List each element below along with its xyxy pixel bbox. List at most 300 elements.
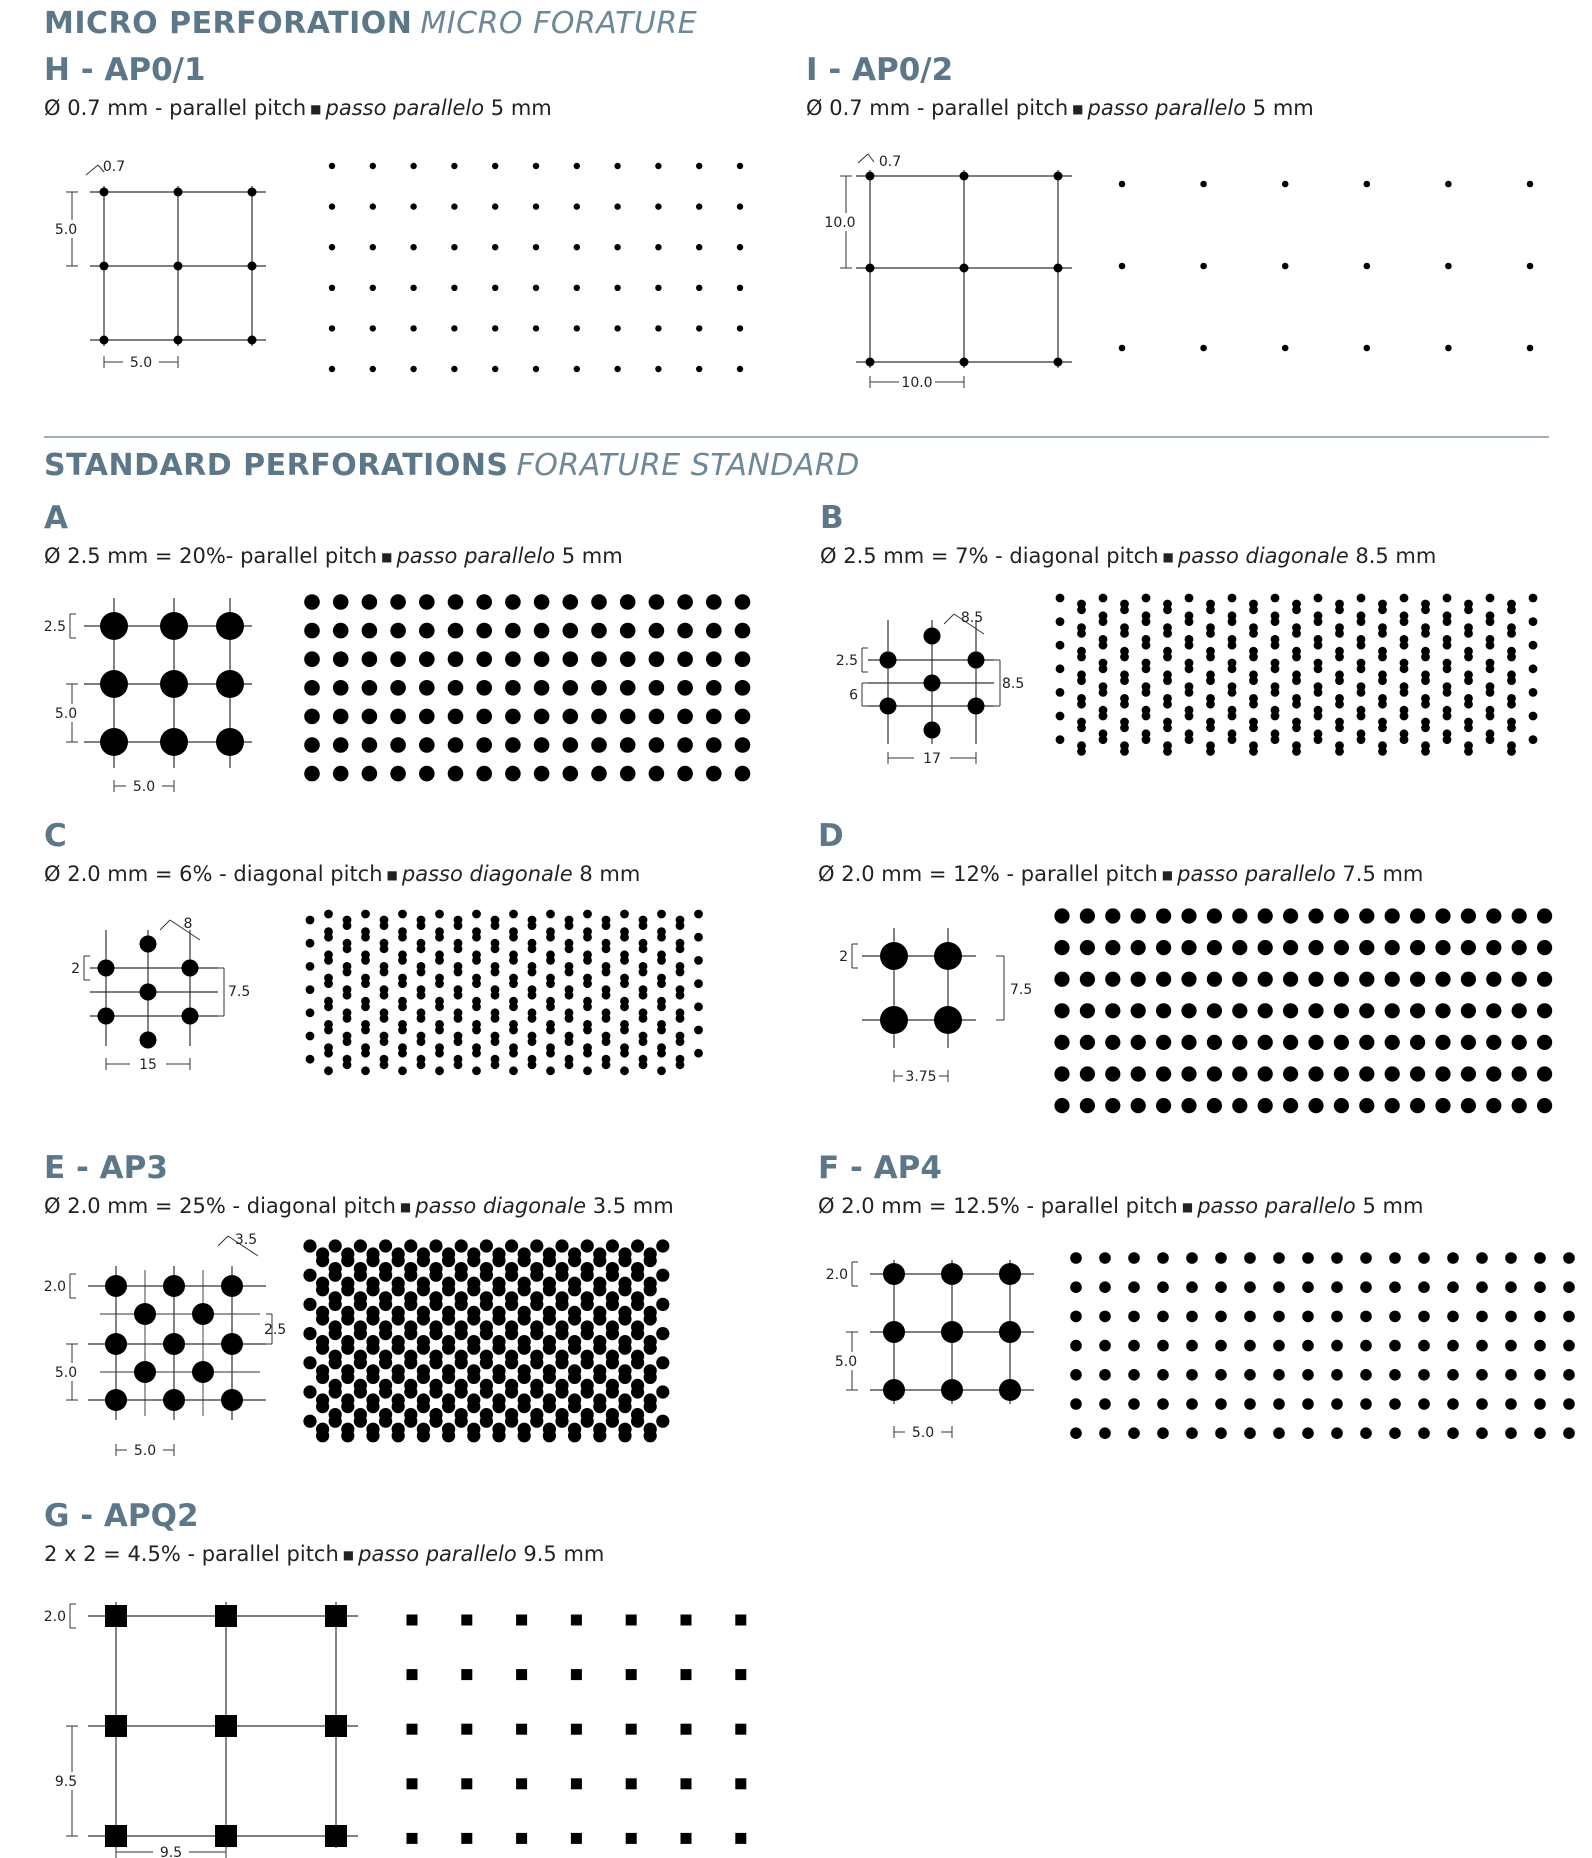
- hole: [696, 244, 702, 250]
- desc-italian: passo parallelo: [396, 544, 556, 568]
- desc-main: Ø 2.5 mm = 7% - diagonal pitch: [820, 544, 1159, 568]
- hole: [1207, 1035, 1222, 1050]
- hole: [1271, 659, 1280, 668]
- hole: [1273, 1340, 1285, 1352]
- hole: [407, 1778, 418, 1789]
- section-title-en: STANDARD PERFORATIONS: [44, 448, 509, 483]
- hole: [677, 594, 693, 610]
- hole: [454, 944, 463, 953]
- hole: [343, 1060, 352, 1069]
- hole: [1128, 1281, 1140, 1293]
- desc-italian: passo diagonale: [1177, 544, 1349, 568]
- hole: [1507, 600, 1516, 609]
- hole: [737, 285, 743, 291]
- hole: [1534, 1427, 1546, 1439]
- hole: [491, 921, 500, 930]
- hole: [1077, 670, 1086, 679]
- hole: [626, 1615, 637, 1626]
- hole: [1156, 1003, 1171, 1018]
- hole: [1334, 908, 1349, 923]
- hole: [571, 1615, 582, 1626]
- hole: [1464, 600, 1473, 609]
- hole: [1080, 972, 1095, 987]
- hole: [174, 336, 183, 345]
- hole: [1215, 1340, 1227, 1352]
- grid-line: [944, 614, 954, 624]
- hole: [1359, 1098, 1374, 1113]
- hole: [1445, 345, 1452, 352]
- swatch-h: [329, 163, 743, 372]
- hole: [696, 325, 702, 331]
- hole: [1410, 972, 1425, 987]
- hole: [1099, 1252, 1111, 1264]
- hole: [1527, 345, 1534, 352]
- hole: [737, 366, 743, 372]
- hole: [644, 1393, 657, 1406]
- hole: [1186, 1311, 1198, 1323]
- hole: [1181, 1003, 1196, 1018]
- hole: [583, 1049, 592, 1058]
- hole: [442, 1306, 455, 1319]
- hole: [448, 709, 464, 725]
- desc-main: Ø 2.0 mm = 12.5% - parallel pitch: [818, 1194, 1178, 1218]
- hole: [681, 1833, 692, 1844]
- hole: [614, 366, 620, 372]
- hole: [568, 1335, 581, 1348]
- dimension-label: 8: [183, 916, 193, 932]
- hole: [451, 325, 457, 331]
- hole: [354, 1291, 367, 1304]
- hole: [631, 1262, 644, 1275]
- hole: [516, 1778, 527, 1789]
- hole: [417, 1393, 430, 1406]
- hole: [329, 163, 335, 169]
- hole: [442, 1423, 455, 1436]
- hole: [657, 1026, 666, 1035]
- hole: [505, 1379, 518, 1392]
- diagram-b: [836, 610, 1025, 767]
- hole: [568, 1423, 581, 1436]
- hole: [528, 991, 537, 1000]
- hole: [644, 1423, 657, 1436]
- hole: [329, 244, 335, 250]
- desc-main: Ø 2.5 mm = 20%- parallel pitch: [44, 544, 378, 568]
- hole: [626, 1669, 637, 1680]
- hole: [316, 1277, 329, 1290]
- hole: [543, 1277, 556, 1290]
- hole: [1207, 908, 1222, 923]
- hole: [343, 944, 352, 953]
- hole: [1258, 1098, 1273, 1113]
- hole: [706, 651, 722, 667]
- hole: [455, 1262, 468, 1275]
- hole: [614, 325, 620, 331]
- dimension-label: 0.7: [878, 154, 902, 170]
- hole: [455, 1408, 468, 1421]
- hole: [354, 1350, 367, 1363]
- section-title-en: MICRO PERFORATION: [44, 6, 413, 41]
- hole: [451, 244, 457, 250]
- hole: [563, 680, 579, 696]
- hole: [574, 203, 580, 209]
- hole: [1360, 1281, 1372, 1293]
- diagram-a: [44, 598, 252, 795]
- hole: [361, 910, 370, 919]
- hole: [1389, 1398, 1401, 1410]
- hole: [509, 1026, 518, 1035]
- hole: [1105, 940, 1120, 955]
- hole: [509, 910, 518, 919]
- hole: [429, 1320, 442, 1333]
- hole: [461, 1833, 472, 1844]
- hole: [1302, 1281, 1314, 1293]
- hole: [1529, 617, 1538, 626]
- hole: [451, 285, 457, 291]
- hole: [429, 1379, 442, 1392]
- hole: [639, 991, 648, 1000]
- hole: [370, 366, 376, 372]
- hole: [1421, 600, 1430, 609]
- hole: [583, 910, 592, 919]
- dimension-label: 2.5: [264, 1322, 287, 1338]
- hole: [924, 722, 941, 739]
- hole: [546, 1066, 555, 1075]
- hole: [419, 737, 435, 753]
- hole: [455, 1350, 468, 1363]
- hole: [1070, 1281, 1082, 1293]
- hole: [1120, 718, 1129, 727]
- hole: [606, 1379, 619, 1392]
- hole: [1077, 741, 1086, 750]
- hole: [631, 1291, 644, 1304]
- hole: [649, 651, 665, 667]
- hole: [476, 623, 492, 639]
- hole: [509, 979, 518, 988]
- hole: [681, 1669, 692, 1680]
- hole: [1128, 1311, 1140, 1323]
- dimension-label: 2.0: [825, 1267, 848, 1283]
- hole: [1486, 729, 1495, 738]
- hole: [390, 651, 406, 667]
- hole: [417, 968, 426, 977]
- hole: [435, 1026, 444, 1035]
- hole: [410, 163, 416, 169]
- desc-value: 8 mm: [579, 862, 641, 886]
- hole: [1400, 635, 1409, 644]
- hole: [606, 1350, 619, 1363]
- hole: [366, 1306, 379, 1319]
- hole: [1357, 706, 1366, 715]
- hole: [1410, 908, 1425, 923]
- hole: [1334, 940, 1349, 955]
- hole: [1360, 1398, 1372, 1410]
- hole: [602, 921, 611, 930]
- hole: [1232, 908, 1247, 923]
- hole: [568, 1364, 581, 1377]
- hole: [880, 1006, 908, 1034]
- hole: [735, 1833, 746, 1844]
- hole: [1537, 908, 1552, 923]
- hole: [1563, 1398, 1575, 1410]
- hole: [620, 933, 629, 942]
- hole: [534, 651, 550, 667]
- hole: [1070, 1427, 1082, 1439]
- hole: [1334, 1003, 1349, 1018]
- hole: [530, 1239, 543, 1252]
- hole: [1292, 647, 1301, 656]
- hole: [1163, 694, 1172, 703]
- hole: [1099, 611, 1108, 620]
- dimension-label: 3.75: [905, 1069, 937, 1085]
- hole: [1421, 718, 1430, 727]
- hole: [677, 737, 693, 753]
- hole: [1249, 647, 1258, 656]
- hole: [1271, 594, 1280, 603]
- hole: [694, 910, 703, 919]
- hole: [563, 766, 579, 782]
- hole: [1385, 972, 1400, 987]
- hole: [530, 1408, 543, 1421]
- desc-italian: passo parallelo: [358, 1542, 517, 1566]
- hole: [492, 325, 498, 331]
- hole: [480, 1379, 493, 1392]
- bullet-icon: ■: [1181, 1200, 1194, 1214]
- hole: [1120, 694, 1129, 703]
- hole: [1461, 972, 1476, 987]
- hole: [1244, 1252, 1256, 1264]
- hole: [419, 709, 435, 725]
- hole: [1476, 1252, 1488, 1264]
- hole: [467, 1247, 480, 1260]
- hole: [303, 1327, 316, 1340]
- hole: [620, 956, 629, 965]
- hole: [380, 921, 389, 930]
- hole: [480, 1350, 493, 1363]
- hole: [1228, 594, 1237, 603]
- hole: [533, 244, 539, 250]
- hole: [505, 1291, 518, 1304]
- hole: [1200, 181, 1207, 188]
- hole: [419, 623, 435, 639]
- hole: [1335, 600, 1344, 609]
- hole: [306, 939, 315, 948]
- hole: [543, 1423, 556, 1436]
- hole: [941, 1321, 963, 1343]
- hole: [509, 933, 518, 942]
- hole: [1232, 1066, 1247, 1081]
- hole: [677, 680, 693, 696]
- hole: [1206, 718, 1215, 727]
- hole: [1359, 1003, 1374, 1018]
- hole: [1464, 623, 1473, 632]
- hole: [492, 1423, 505, 1436]
- hole: [1563, 1281, 1575, 1293]
- desc-value: 5 mm: [1252, 96, 1314, 120]
- hole: [451, 203, 457, 209]
- hole: [1314, 635, 1323, 644]
- hole: [1056, 712, 1065, 721]
- hole: [1529, 641, 1538, 650]
- hole: [1486, 940, 1501, 955]
- hole: [649, 680, 665, 696]
- hole: [491, 968, 500, 977]
- hole: [333, 651, 349, 667]
- hole: [1486, 635, 1495, 644]
- hole: [1331, 1340, 1343, 1352]
- hole: [343, 921, 352, 930]
- hole: [1157, 1398, 1169, 1410]
- hole: [329, 1408, 342, 1421]
- hole: [1505, 1369, 1517, 1381]
- hole: [1486, 594, 1495, 603]
- hole: [649, 737, 665, 753]
- hole: [934, 1006, 962, 1034]
- hole: [1292, 741, 1301, 750]
- hole: [574, 285, 580, 291]
- hole: [333, 737, 349, 753]
- hole: [480, 1262, 493, 1275]
- pattern-name: G - APQ2: [44, 1498, 199, 1534]
- hole: [505, 1408, 518, 1421]
- hole: [392, 1247, 405, 1260]
- hole: [533, 325, 539, 331]
- hole: [390, 680, 406, 696]
- hole: [1206, 600, 1215, 609]
- hole: [366, 1423, 379, 1436]
- hole: [591, 766, 607, 782]
- hole: [333, 766, 349, 782]
- hole: [1335, 647, 1344, 656]
- hole: [1215, 1369, 1227, 1381]
- dimension-label: 0.7: [102, 159, 126, 175]
- hole: [480, 1291, 493, 1304]
- hole: [1258, 940, 1273, 955]
- hole: [362, 766, 378, 782]
- hole: [606, 1239, 619, 1252]
- hole: [1119, 263, 1126, 270]
- hole: [593, 1335, 606, 1348]
- hole: [404, 1320, 417, 1333]
- hole: [1207, 1003, 1222, 1018]
- pattern-name: F - AP4: [818, 1150, 942, 1186]
- hole: [1443, 659, 1452, 668]
- hole: [1056, 641, 1065, 650]
- hole: [620, 1066, 629, 1075]
- hole: [546, 1049, 555, 1058]
- hole: [105, 1275, 127, 1297]
- hole: [1206, 623, 1215, 632]
- hole: [1410, 940, 1425, 955]
- hole: [379, 1320, 392, 1333]
- dimension-label: 7.5: [1010, 982, 1033, 998]
- hole: [380, 991, 389, 1000]
- bullet-icon: ■: [386, 868, 398, 882]
- hole: [472, 979, 481, 988]
- hole: [606, 1262, 619, 1275]
- hole: [968, 652, 985, 669]
- hole: [303, 1298, 316, 1311]
- hole: [1105, 908, 1120, 923]
- hole: [657, 979, 666, 988]
- hole: [676, 944, 685, 953]
- hole: [361, 1066, 370, 1075]
- dimension-label: 5.0: [834, 1354, 858, 1370]
- hole: [1080, 1098, 1095, 1113]
- hole: [370, 325, 376, 331]
- hole: [1435, 908, 1450, 923]
- desc-value: 5 mm: [561, 544, 623, 568]
- hole: [1400, 729, 1409, 738]
- hole: [1080, 940, 1095, 955]
- hole: [100, 336, 109, 345]
- hole: [407, 1615, 418, 1626]
- hole: [392, 1393, 405, 1406]
- hole: [1273, 1427, 1285, 1439]
- hole: [676, 991, 685, 1000]
- hole: [392, 1277, 405, 1290]
- hole: [735, 737, 751, 753]
- hole: [1486, 1098, 1501, 1113]
- hole: [442, 1393, 455, 1406]
- hole: [656, 1239, 669, 1252]
- bullet-icon: ■: [1162, 550, 1174, 564]
- hole: [1186, 1281, 1198, 1293]
- hole: [1271, 729, 1280, 738]
- hole: [1447, 1252, 1459, 1264]
- desc-italian: passo diagonale: [415, 1194, 586, 1218]
- hole: [341, 1306, 354, 1319]
- hole: [354, 1239, 367, 1252]
- hole: [491, 1060, 500, 1069]
- hole: [325, 1825, 347, 1847]
- hole: [417, 921, 426, 930]
- hole: [602, 991, 611, 1000]
- hole: [417, 991, 426, 1000]
- hole: [1120, 600, 1129, 609]
- hole: [565, 1060, 574, 1069]
- grid-line: [868, 154, 874, 162]
- hole: [574, 366, 580, 372]
- hole: [324, 956, 333, 965]
- hole: [591, 737, 607, 753]
- hole: [735, 1778, 746, 1789]
- hole: [583, 933, 592, 942]
- hole: [656, 1415, 669, 1428]
- dimension-label: 2.0: [43, 1279, 66, 1295]
- hole: [706, 766, 722, 782]
- dimension-label: 5.0: [132, 779, 156, 795]
- hole: [649, 709, 665, 725]
- hole: [461, 1615, 472, 1626]
- hole: [1249, 718, 1258, 727]
- hole: [398, 933, 407, 942]
- hole: [379, 1408, 392, 1421]
- hole: [1099, 729, 1108, 738]
- hole: [1385, 940, 1400, 955]
- hole: [492, 366, 498, 372]
- hole: [505, 680, 521, 696]
- pattern-name: I - AP0/2: [806, 52, 954, 88]
- hole: [492, 1277, 505, 1290]
- hole: [555, 1379, 568, 1392]
- hole: [583, 979, 592, 988]
- hole: [467, 1364, 480, 1377]
- hole: [1360, 1369, 1372, 1381]
- hole: [1119, 345, 1126, 352]
- hole: [1314, 611, 1323, 620]
- hole: [1302, 1311, 1314, 1323]
- hole: [1054, 1035, 1069, 1050]
